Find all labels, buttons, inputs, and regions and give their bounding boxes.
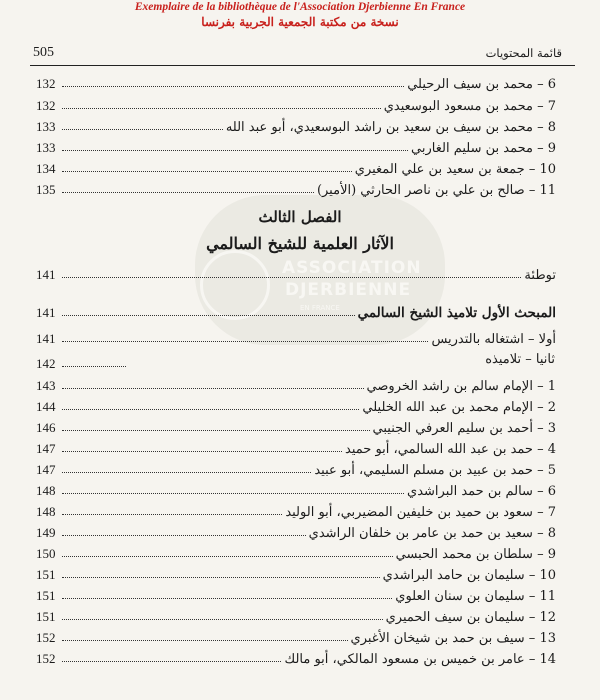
toc-entry-text: 2 – الإمام محمد بن عبد الله الخليلي	[362, 400, 556, 415]
toc-entry-page: 151	[36, 609, 56, 624]
toc-entry-text: 12 – سليمان بن سيف الحميري	[385, 610, 556, 625]
leader-dots	[62, 598, 392, 599]
toc-entry-page: 147	[36, 462, 56, 477]
toc-entry-page: 147	[36, 441, 56, 456]
toc-entry[interactable]	[36, 437, 556, 457]
toc-entry-page: 143	[36, 378, 56, 393]
chapter-title: الآثار العلمية للشيخ السالمي	[206, 234, 394, 253]
page-number: 505	[33, 45, 54, 60]
toc-entry-page: 150	[36, 546, 56, 561]
toc-entry-page: 132	[36, 76, 56, 91]
toc-entry-page: 135	[36, 182, 56, 197]
toc-entry-text: 10 – جمعة بن سعيد بن علي المغيري	[354, 162, 556, 177]
toc-entry[interactable]	[36, 584, 556, 604]
toc-entry-page: 148	[36, 483, 56, 498]
toc-entry-text: أولا – اشتغاله بالتدريس	[431, 332, 556, 347]
toc-entry-page: 133	[36, 140, 56, 155]
watermark-text-3: EN FRANCE	[300, 304, 340, 312]
toc-entry-page: 151	[36, 588, 56, 603]
toc-entry-text: 9 – سلطان بن محمد الحبسي	[395, 547, 556, 562]
toc-entry-page: 146	[36, 420, 56, 435]
toc-entry-text: 10 – سليمان بن حامد البراشدي	[382, 568, 556, 583]
leader-dots	[62, 619, 383, 620]
toc-entry-page: 141	[36, 267, 56, 282]
toc-entry[interactable]	[36, 542, 556, 562]
toc-entry-text: 4 – حمد بن عبد الله السالمي، أبو حميد	[345, 442, 556, 457]
leader-dots	[62, 409, 359, 410]
toc-entry-text: 1 – الإمام سالم بن راشد الخروصي	[366, 379, 556, 394]
toc-entry[interactable]	[36, 458, 556, 478]
toc-entry-text: توطئة	[524, 268, 556, 283]
toc-entry-text: 11 – صالح بن علي بن ناصر الحارثي (الأمير)	[316, 183, 556, 198]
toc-entry[interactable]	[36, 563, 556, 583]
toc-entry-text: 11 – سليمان بن سنان العلوي	[395, 589, 556, 604]
leader-dots	[62, 556, 393, 557]
toc-entry[interactable]	[36, 605, 556, 625]
toc-entry-page: 151	[36, 567, 56, 582]
leader-dots	[62, 577, 380, 578]
toc-entry[interactable]	[36, 479, 556, 499]
toc-subsection-title[interactable]: ثانيا – تلاميذه	[485, 352, 555, 367]
chapter-label: الفصل الثالث	[258, 208, 342, 226]
toc-entry-text: 6 – سالم بن حمد البراشدي	[407, 484, 556, 499]
toc-entry-text: 14 – عامر بن خميس بن مسعود المالكي، أبو مالك	[284, 652, 556, 667]
toc-entry-page: 134	[36, 161, 56, 176]
toc-entry-page: 152	[36, 651, 56, 666]
leader-dots	[62, 661, 281, 662]
toc-entry-page: 142	[36, 356, 56, 371]
leader-dots	[62, 535, 306, 536]
toc-entry-text: المبحث الأول تلاميذ الشيخ السالمي	[357, 305, 556, 321]
leader-dots	[62, 640, 348, 641]
running-title: قائمة المحتويات	[485, 46, 562, 60]
toc-entry-text: 3 – أحمد بن سليم العرفي الجنيبي	[372, 421, 556, 436]
leader-dots	[62, 451, 342, 452]
toc-entry-text: 7 – محمد بن مسعود البوسعيدي	[383, 99, 556, 114]
library-stamp-french: Exemplaire de la bibliothèque de l'Association Djerbienne En France	[134, 1, 466, 13]
toc-entry-text: 8 – محمد بن سيف بن سعيد بن راشد البوسعيدي، أبو عبد الله	[225, 120, 556, 135]
toc-entry-page: 152	[36, 630, 56, 645]
toc-entry-text: 13 – سيف بن حمد بن شيخان الأغبري	[350, 631, 556, 646]
toc-entry[interactable]	[36, 647, 556, 667]
watermark-text-2: DJERBIENNE	[285, 280, 412, 300]
toc-entry-page: 148	[36, 504, 56, 519]
toc-entry-text: 6 – محمد بن سيف الرحيلي	[407, 77, 556, 92]
toc-entry-page: 144	[36, 399, 56, 414]
leader-dots	[62, 472, 311, 473]
library-stamp-arabic: نسخة من مكتبة الجمعية الجربية بفرنسا	[201, 15, 399, 29]
toc-entry[interactable]	[36, 374, 556, 394]
toc-entry-text: 9 – محمد بن سليم الغاربي	[411, 141, 556, 156]
leader-dots	[62, 430, 370, 431]
toc-entry-text: 5 – حمد بن عبيد بن مسلم السليمي، أبو عبيد	[314, 463, 556, 478]
leader-dots	[62, 388, 364, 389]
toc-entry-page: 133	[36, 119, 56, 134]
toc-entry[interactable]	[36, 416, 556, 436]
toc-entry-page: 132	[36, 98, 56, 113]
toc-entry-page: 141	[36, 305, 56, 320]
toc-entry[interactable]	[36, 395, 556, 415]
toc-entry[interactable]	[36, 626, 556, 646]
watermark-text-1: ASSOCIATION	[282, 258, 422, 278]
leader-dots	[62, 514, 282, 515]
toc-entry-page: 149	[36, 525, 56, 540]
toc-entry-page: 141	[36, 331, 56, 346]
toc-entry-text: 7 – سعود بن حميد بن خليفين المضيربي، أبو الوليد	[285, 505, 556, 520]
toc-entry[interactable]	[36, 521, 556, 541]
leader-dots	[62, 493, 404, 494]
toc-entry[interactable]	[36, 500, 556, 520]
toc-entry-text: 8 – سعيد بن حمد بن عامر بن خلفان الراشدي	[308, 526, 556, 541]
